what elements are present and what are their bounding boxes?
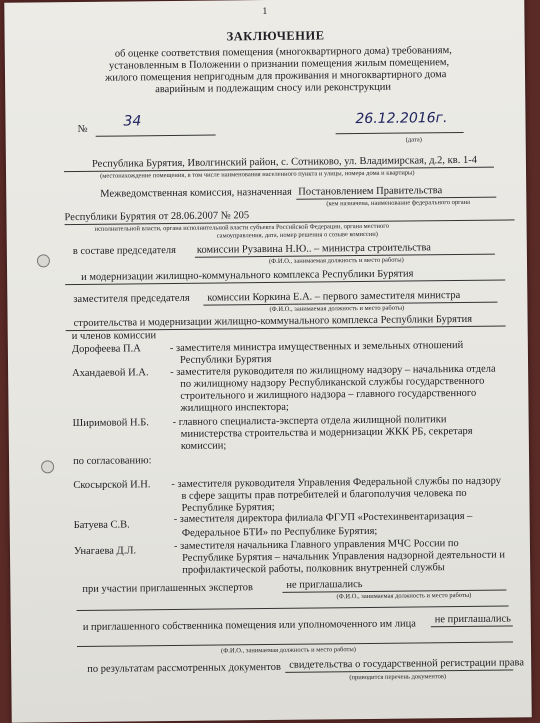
member-role: комиссии; bbox=[180, 440, 227, 452]
owner-prefix: и приглашенного собственника помещения или уполномоченного им лица bbox=[82, 618, 416, 633]
document-title: ЗАКЛЮЧЕНИЕ bbox=[226, 28, 325, 44]
binder-hole bbox=[37, 254, 50, 267]
member-name: Ахандаевой И.А. bbox=[72, 367, 149, 380]
date-value: 26.12.2016г. bbox=[355, 110, 448, 128]
agreed-role: - заместителя директора филиала ФГУП «Ростехинвентаризация – bbox=[173, 510, 473, 525]
member-role: жилищного инспектора; bbox=[180, 401, 289, 414]
chair-value-2: и модернизации жилищно-коммунального комплекса Республики Бурятия bbox=[81, 268, 414, 283]
address: Республика Бурятия, Иволгинский район, с. Сотниково, ул. Владимирская, д.2, кв. 1-4 bbox=[91, 154, 478, 170]
date-hint: (дата) bbox=[405, 136, 422, 144]
commission-hint-3: самоуправления, дата, номер решения о созыве комиссии) bbox=[216, 230, 378, 240]
deputy-hint: (Ф.И.О., занимаемая должность и место работы) bbox=[269, 304, 405, 313]
experts-value: не приглашались bbox=[286, 579, 363, 591]
commission-hint-2: исполнительной власти, органа исполнительной власти субъекта Российской Федерации, органа местного bbox=[94, 222, 390, 233]
subtitle-line-2: установленным в Положении о признании помещения жилым помещением, bbox=[108, 57, 450, 72]
experts-prefix: при участии приглашенных экспертов bbox=[82, 582, 254, 595]
member-role: Республики Бурятия bbox=[179, 353, 272, 366]
agreed-role: профилактической работы, полковник внутренней службы bbox=[182, 562, 445, 576]
commission-basis-1: Постановлением Правительства bbox=[298, 185, 443, 198]
agreed-role: - заместителя руководителя Управления Федеральной службы по надзору bbox=[171, 475, 502, 491]
member-role: - заместителя министра имущественных и земельных отношений bbox=[169, 339, 464, 355]
binder-hole bbox=[41, 460, 54, 473]
chair-prefix: в составе председателя bbox=[72, 244, 176, 258]
agreed-role: в сфере защиты прав потребителей и благополучия человека по bbox=[181, 487, 467, 502]
owner-underline bbox=[431, 625, 513, 627]
page-number: 1 bbox=[262, 5, 268, 18]
commission-intro: Межведомственная комиссия, назначенная bbox=[100, 186, 292, 200]
member-role: строительного и жилищного надзора – главного государственного bbox=[180, 387, 477, 402]
commission-hint-1: (кем назначена, наименование федерального органа bbox=[326, 198, 471, 208]
experts-underline-2 bbox=[77, 605, 509, 611]
agreed-role: - заместителя начальника Главного управления МЧС России по bbox=[173, 538, 459, 552]
member-name: Ширимовой Н.Б. bbox=[72, 417, 149, 430]
docs-hint: (приводится перечень документов) bbox=[349, 673, 447, 682]
address-hint: (местонахождение помещения, в том числе наименования населенного пункта и улицы, номера дома и квартиры) bbox=[100, 169, 415, 180]
docs-prefix: по результатам рассмотренных документов bbox=[87, 661, 281, 675]
members-label: и членов комиссии bbox=[71, 330, 157, 343]
agreed-role: Федеральное БТИ» по Республике Бурятия; bbox=[181, 525, 378, 539]
agreed-name: Скосырской И.Н. bbox=[73, 479, 151, 492]
date-underline bbox=[336, 132, 464, 134]
agreed-name: Батуева С.В. bbox=[73, 519, 130, 532]
document-page bbox=[4, 0, 532, 723]
member-role: по жилищному надзору Республиканской службы государственного bbox=[180, 375, 485, 390]
docs-value: свидетельства о государственной регистрации права bbox=[289, 657, 525, 671]
agreed-name: Унагаева Д.Л. bbox=[73, 545, 137, 558]
owner-hint: (Ф.И.О., занимаемая должность и место работы) bbox=[221, 646, 356, 655]
number-label: № bbox=[77, 123, 88, 135]
subtitle-line-3: жилого помещения непригодным для проживания и многоквартирного дома bbox=[104, 69, 447, 84]
experts-hint: (Ф.И.О., занимаемая должность и место работы) bbox=[336, 591, 472, 601]
agreement-label: по согласованию: bbox=[72, 455, 152, 468]
deputy-prefix: заместителя председателя bbox=[73, 292, 190, 306]
commission-basis-2: Республики Бурятия от 28.06.2007 № 205 bbox=[64, 210, 250, 224]
agreed-role: Республике Бурятия; bbox=[181, 501, 275, 514]
deputy-value-2: строительства и модернизации жилищно-коммунального комплекса Республики Бурятия bbox=[73, 313, 473, 330]
member-name: Дорофеева П.А bbox=[71, 343, 141, 356]
member-role: министерства строительства и модернизации ЖКК РБ, секретаря bbox=[180, 425, 473, 440]
number-value: 34 bbox=[123, 113, 142, 130]
chair-value: комиссии Рузавина Н.Ю.. – министра строительства bbox=[196, 242, 432, 256]
number-underline bbox=[96, 135, 216, 137]
owner-value: не приглашались bbox=[434, 613, 512, 626]
subtitle-line-4: аварийным и подлежащим сносу или реконструкции bbox=[155, 81, 392, 96]
chair-hint: (Ф.И.О., занимаемая должность и место работы) bbox=[268, 256, 404, 265]
agreed-role: Республике Бурятия – начальник Управления надзорной деятельности и bbox=[182, 549, 505, 564]
deputy-value: комиссии Коркина Е.А. – первого заместителя министра bbox=[207, 289, 461, 304]
member-role: - заместителя руководителя по жилищному надзору – начальника отдела bbox=[170, 363, 496, 379]
subtitle-line-1: об оценке соответствия помещения (многоквартирного дома) требованиям, bbox=[114, 45, 452, 60]
member-role: - главного специалиста-эксперта отдела жилищной политики bbox=[172, 414, 447, 429]
